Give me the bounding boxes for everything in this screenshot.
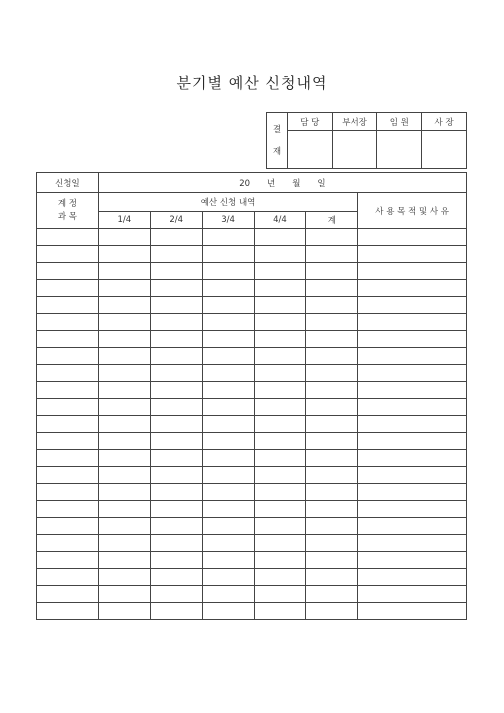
quarter-2-cell[interactable] [150,450,202,467]
quarter-2-cell[interactable] [150,484,202,501]
table-row [37,569,467,586]
approval-sign-box-executive[interactable] [377,131,422,169]
total-cell[interactable] [306,450,358,467]
quarter-1-cell[interactable] [98,331,150,348]
account-subject-cell[interactable] [37,433,99,450]
account-subject-cell[interactable] [37,399,99,416]
approval-side-label-bottom: 재 [272,146,282,157]
purpose-cell[interactable] [358,552,467,569]
account-subject-cell[interactable] [37,484,99,501]
quarter-2-cell[interactable] [150,246,202,263]
quarter-3-cell[interactable] [202,484,254,501]
quarter-4-header: 4/4 [254,212,306,229]
quarter-2-cell[interactable] [150,552,202,569]
table-row [37,314,467,331]
account-subject-cell[interactable] [37,263,99,280]
table-row [37,246,467,263]
total-cell[interactable] [306,246,358,263]
purpose-cell[interactable] [358,365,467,382]
quarter-2-header: 2/4 [150,212,202,229]
table-row [37,280,467,297]
quarter-1-cell[interactable] [98,433,150,450]
quarter-1-cell[interactable] [98,467,150,484]
quarter-3-cell[interactable] [202,603,254,620]
purpose-cell[interactable] [358,280,467,297]
approval-side-label-top: 결 [272,124,282,135]
quarter-1-cell[interactable] [98,382,150,399]
total-cell[interactable] [306,382,358,399]
quarter-2-cell[interactable] [150,331,202,348]
quarter-3-cell[interactable] [202,382,254,399]
quarter-4-cell[interactable] [254,433,306,450]
quarter-1-cell[interactable] [98,603,150,620]
quarter-2-cell[interactable] [150,603,202,620]
total-cell[interactable] [306,365,358,382]
purpose-cell[interactable] [358,450,467,467]
quarter-4-cell[interactable] [254,416,306,433]
quarter-4-cell[interactable] [254,263,306,280]
quarter-3-cell[interactable] [202,399,254,416]
approval-role-president: 사 장 [422,113,467,131]
total-cell[interactable] [306,348,358,365]
quarter-2-cell[interactable] [150,280,202,297]
quarter-3-cell[interactable] [202,569,254,586]
total-cell[interactable] [306,314,358,331]
quarter-2-cell[interactable] [150,382,202,399]
quarter-2-cell[interactable] [150,569,202,586]
purpose-cell[interactable] [358,586,467,603]
table-row [37,552,467,569]
request-date-label: 신청일 [37,173,99,193]
quarter-1-cell[interactable] [98,365,150,382]
account-subject-cell[interactable] [37,569,99,586]
total-cell[interactable] [306,416,358,433]
quarter-2-cell[interactable] [150,365,202,382]
total-cell[interactable] [306,331,358,348]
table-row [37,382,467,399]
table-row [37,297,467,314]
total-cell[interactable] [306,433,358,450]
total-cell[interactable] [306,535,358,552]
quarter-1-cell[interactable] [98,280,150,297]
quarter-3-cell[interactable] [202,314,254,331]
quarter-4-cell[interactable] [254,365,306,382]
quarter-1-cell[interactable] [98,569,150,586]
quarter-1-cell[interactable] [98,518,150,535]
purpose-cell[interactable] [358,314,467,331]
account-subject-cell[interactable] [37,246,99,263]
budget-detail-header: 예산 신청 내역 [98,193,357,212]
total-cell[interactable] [306,399,358,416]
purpose-cell[interactable] [358,535,467,552]
approval-table [266,112,467,169]
quarter-1-header: 1/4 [98,212,150,229]
quarter-3-cell[interactable] [202,433,254,450]
quarter-3-cell[interactable] [202,467,254,484]
quarter-2-cell[interactable] [150,348,202,365]
account-subject-cell[interactable] [37,450,99,467]
account-subject-cell[interactable] [37,280,99,297]
quarter-2-cell[interactable] [150,467,202,484]
quarter-4-cell[interactable] [254,348,306,365]
quarter-4-cell[interactable] [254,229,306,246]
total-cell[interactable] [306,552,358,569]
purpose-header: 사 용 목 적 및 사 유 [358,193,467,229]
quarter-3-cell[interactable] [202,246,254,263]
quarter-1-cell[interactable] [98,484,150,501]
quarter-3-cell[interactable] [202,280,254,297]
purpose-cell[interactable] [358,297,467,314]
approval-sign-box-manager[interactable] [332,131,377,169]
quarter-4-cell[interactable] [254,501,306,518]
quarter-4-cell[interactable] [254,518,306,535]
budget-request-table [36,172,467,620]
purpose-cell[interactable] [358,263,467,280]
quarter-2-cell[interactable] [150,518,202,535]
quarter-3-cell[interactable] [202,552,254,569]
table-row [37,416,467,433]
table-row [37,229,467,246]
purpose-cell[interactable] [358,569,467,586]
quarter-2-cell[interactable] [150,263,202,280]
quarter-4-cell[interactable] [254,603,306,620]
quarter-4-cell[interactable] [254,297,306,314]
purpose-cell[interactable] [358,467,467,484]
quarter-4-cell[interactable] [254,382,306,399]
table-row [37,484,467,501]
quarter-2-cell[interactable] [150,433,202,450]
page-title: 분기별 예산 신청내역 [176,74,328,92]
approval-role-executive: 임 원 [377,113,422,131]
total-cell[interactable] [306,263,358,280]
purpose-cell[interactable] [358,399,467,416]
quarter-2-cell[interactable] [150,586,202,603]
quarter-4-cell[interactable] [254,331,306,348]
quarter-4-cell[interactable] [254,535,306,552]
account-subject-cell[interactable] [37,586,99,603]
account-subject-cell[interactable] [37,331,99,348]
account-subject-cell[interactable] [37,535,99,552]
quarter-3-cell[interactable] [202,297,254,314]
table-row [37,399,467,416]
purpose-cell[interactable] [358,382,467,399]
quarter-3-cell[interactable] [202,501,254,518]
account-subject-cell[interactable] [37,229,99,246]
approval-sign-box-president[interactable] [422,131,467,169]
quarter-1-cell[interactable] [98,501,150,518]
purpose-cell[interactable] [358,501,467,518]
quarter-1-cell[interactable] [98,297,150,314]
table-row [37,433,467,450]
quarter-3-cell[interactable] [202,416,254,433]
quarter-1-cell[interactable] [98,246,150,263]
total-cell[interactable] [306,229,358,246]
quarter-4-cell[interactable] [254,552,306,569]
quarter-3-header: 3/4 [202,212,254,229]
purpose-cell[interactable] [358,484,467,501]
account-subject-cell[interactable] [37,365,99,382]
quarter-4-cell[interactable] [254,569,306,586]
approval-role-staff: 담 당 [287,113,332,131]
account-subject-header [37,193,99,229]
quarter-1-cell[interactable] [98,450,150,467]
approval-role-manager: 부서장 [332,113,377,131]
quarter-4-cell[interactable] [254,314,306,331]
total-cell[interactable] [306,297,358,314]
table-row [37,450,467,467]
quarter-1-cell[interactable] [98,416,150,433]
quarter-1-cell[interactable] [98,586,150,603]
quarter-4-cell[interactable] [254,450,306,467]
quarter-4-cell[interactable] [254,467,306,484]
quarter-2-cell[interactable] [150,416,202,433]
total-cell[interactable] [306,467,358,484]
quarter-3-cell[interactable] [202,450,254,467]
quarter-4-cell[interactable] [254,484,306,501]
table-row [37,603,467,620]
purpose-cell[interactable] [358,331,467,348]
table-row [37,467,467,484]
total-cell[interactable] [306,518,358,535]
quarter-1-cell[interactable] [98,263,150,280]
purpose-cell[interactable] [358,348,467,365]
quarter-1-cell[interactable] [98,552,150,569]
table-row [37,586,467,603]
table-row [37,501,467,518]
quarter-1-cell[interactable] [98,348,150,365]
request-date-field[interactable]: 20 년 월 일 [98,173,466,193]
quarter-3-cell[interactable] [202,331,254,348]
quarter-2-cell[interactable] [150,314,202,331]
quarter-3-cell[interactable] [202,263,254,280]
quarter-2-cell[interactable] [150,535,202,552]
quarter-4-cell[interactable] [254,586,306,603]
quarter-4-cell[interactable] [254,280,306,297]
account-subject-cell[interactable] [37,382,99,399]
total-cell[interactable] [306,280,358,297]
account-subject-cell[interactable] [37,467,99,484]
account-subject-cell[interactable] [37,603,99,620]
quarter-2-cell[interactable] [150,501,202,518]
table-row [37,331,467,348]
total-cell[interactable] [306,603,358,620]
account-subject-cell[interactable] [37,348,99,365]
total-cell[interactable] [306,484,358,501]
account-subject-cell[interactable] [37,314,99,331]
table-row [37,348,467,365]
account-subject-cell[interactable] [37,297,99,314]
quarter-1-cell[interactable] [98,535,150,552]
quarter-2-cell[interactable] [150,229,202,246]
table-row [37,535,467,552]
purpose-cell[interactable] [358,229,467,246]
table-row [37,365,467,382]
quarter-3-cell[interactable] [202,365,254,382]
quarter-3-cell[interactable] [202,229,254,246]
account-subject-label-line1: 계 정 [57,198,77,209]
total-cell[interactable] [306,569,358,586]
quarter-2-cell[interactable] [150,399,202,416]
table-row [37,263,467,280]
quarter-3-cell[interactable] [202,518,254,535]
purpose-cell[interactable] [358,518,467,535]
account-subject-cell[interactable] [37,416,99,433]
purpose-cell[interactable] [358,416,467,433]
table-row [37,518,467,535]
quarter-1-cell[interactable] [98,399,150,416]
account-subject-cell[interactable] [37,552,99,569]
quarter-4-cell[interactable] [254,399,306,416]
quarter-2-cell[interactable] [150,297,202,314]
approval-sign-box-staff[interactable] [287,131,332,169]
quarter-3-cell[interactable] [202,586,254,603]
quarter-1-cell[interactable] [98,229,150,246]
total-header: 계 [306,212,358,229]
account-subject-label-line2: 과 목 [57,211,77,222]
total-cell[interactable] [306,586,358,603]
quarter-3-cell[interactable] [202,348,254,365]
purpose-cell[interactable] [358,433,467,450]
quarter-3-cell[interactable] [202,535,254,552]
quarter-1-cell[interactable] [98,314,150,331]
approval-side-label [267,113,288,169]
purpose-cell[interactable] [358,603,467,620]
account-subject-cell[interactable] [37,518,99,535]
purpose-cell[interactable] [358,246,467,263]
total-cell[interactable] [306,501,358,518]
quarter-4-cell[interactable] [254,246,306,263]
account-subject-cell[interactable] [37,501,99,518]
